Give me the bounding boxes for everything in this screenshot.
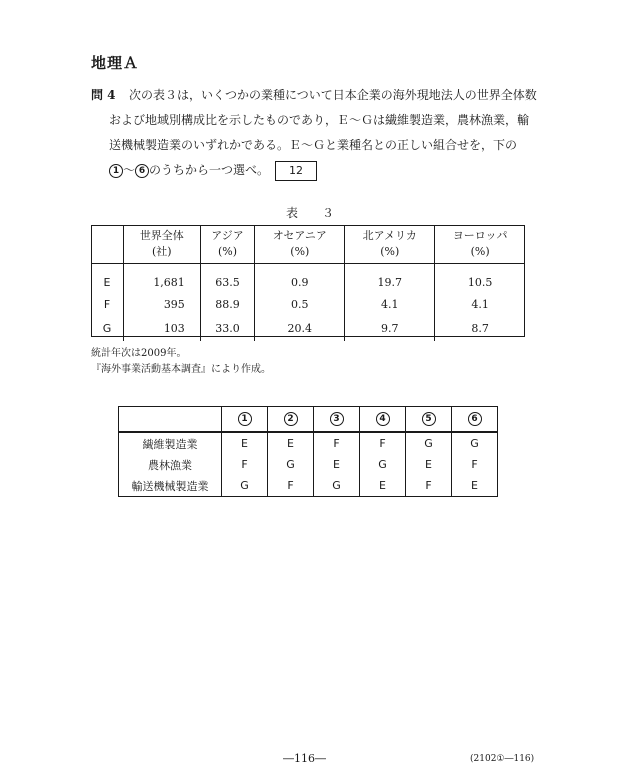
- table-cell: F: [314, 432, 360, 454]
- table-cell: F: [452, 454, 498, 475]
- table-cell: E: [406, 454, 452, 475]
- choices-header-row: [119, 407, 498, 433]
- tilde: ～: [123, 163, 136, 177]
- table-cell: 0.9: [255, 264, 345, 293]
- table-cell: F: [222, 454, 268, 475]
- choice-row-label: 輸送機械製造業: [119, 475, 222, 497]
- table-cell: 19.7: [345, 264, 435, 293]
- choice-row-label: 繊維製造業: [119, 432, 222, 454]
- choice-4[interactable]: 4: [360, 407, 406, 433]
- table-cell: 4.1: [471, 297, 489, 311]
- note-year: 統計年次は2009年。: [91, 348, 187, 359]
- choice-end-number: 6: [135, 164, 149, 178]
- table-cell: E: [452, 475, 498, 497]
- table-row: [91, 292, 525, 316]
- page-number: ―116―: [283, 752, 326, 765]
- table-cell: F: [406, 475, 452, 497]
- table3: [91, 225, 525, 341]
- table3-caption: 表 ３: [286, 206, 341, 220]
- table-cell: G: [452, 432, 498, 454]
- table-cell: 0.5: [255, 292, 345, 316]
- row-label-g: G: [91, 316, 124, 341]
- exam-code: (2102①―116): [470, 754, 535, 764]
- question-line-4: [109, 158, 317, 183]
- table-notes: [91, 346, 271, 378]
- table3-col-europe: ヨーロッパ (%): [435, 225, 525, 264]
- table-row: [91, 316, 525, 341]
- table-cell: 1,681: [153, 275, 185, 289]
- table3-col-world: 世界全体 (社): [124, 225, 201, 264]
- table3-corner: [91, 225, 124, 264]
- question-line-3: 送機械製造業のいずれかである。Ｅ～Ｇと業種名との正しい組合せを，下の: [109, 138, 518, 152]
- choice-2[interactable]: 2: [268, 407, 314, 433]
- table-cell: 33.0: [200, 316, 255, 341]
- table-cell: E: [222, 432, 268, 454]
- table-cell: G: [314, 475, 360, 497]
- table-cell: G: [222, 475, 268, 497]
- note-source: 『海外事業活動基本調査』により作成。: [91, 364, 271, 375]
- table3-header-row: [91, 225, 525, 264]
- table-cell: 10.5: [467, 275, 493, 289]
- question-line-2: および地域別構成比を示したものであり，Ｅ～Ｇは繊維製造業，農林漁業，輸: [109, 113, 530, 127]
- table-cell: 103: [163, 322, 185, 335]
- table-cell: G: [360, 454, 406, 475]
- choices-table: [118, 406, 498, 497]
- table-row: [91, 264, 525, 293]
- question-line-4-text: のうちから一つ選べ。: [149, 163, 270, 177]
- choice-6[interactable]: 6: [452, 407, 498, 433]
- table-cell: F: [360, 432, 406, 454]
- answer-box[interactable]: 12: [275, 161, 317, 181]
- table3-col-north-america: 北アメリカ (%): [345, 225, 435, 264]
- table-cell: 88.9: [200, 292, 255, 316]
- table-cell: G: [268, 454, 314, 475]
- table-cell: 8.7: [471, 322, 489, 335]
- choice-1[interactable]: 1: [222, 407, 268, 433]
- table-cell: 395: [163, 297, 185, 311]
- question-line-1: 次の表３は，いくつかの業種について日本企業の海外現地法人の世界全体数: [129, 88, 537, 102]
- table-cell: 4.1: [345, 292, 435, 316]
- question-number: 問 4: [91, 88, 116, 102]
- table-cell: 20.4: [255, 316, 345, 341]
- table-row: [119, 432, 498, 454]
- choices-corner: [119, 407, 222, 433]
- table-cell: E: [268, 432, 314, 454]
- table-cell: E: [314, 454, 360, 475]
- table-cell: 63.5: [200, 264, 255, 293]
- row-label-e: E: [91, 264, 124, 293]
- row-label-f: F: [91, 292, 124, 316]
- table-cell: G: [406, 432, 452, 454]
- table3-col-asia: アジア (%): [200, 225, 255, 264]
- choice-5[interactable]: 5: [406, 407, 452, 433]
- table-cell: F: [268, 475, 314, 497]
- subject-title: 地理Ａ: [91, 54, 140, 72]
- choice-row-label: 農林漁業: [119, 454, 222, 475]
- table-cell: E: [360, 475, 406, 497]
- table-row: [119, 475, 498, 497]
- choice-3[interactable]: 3: [314, 407, 360, 433]
- table-row: [119, 454, 498, 475]
- table-cell: 9.7: [345, 316, 435, 341]
- table3-col-oceania: オセアニア (%): [255, 225, 345, 264]
- choice-start-number: 1: [109, 164, 123, 178]
